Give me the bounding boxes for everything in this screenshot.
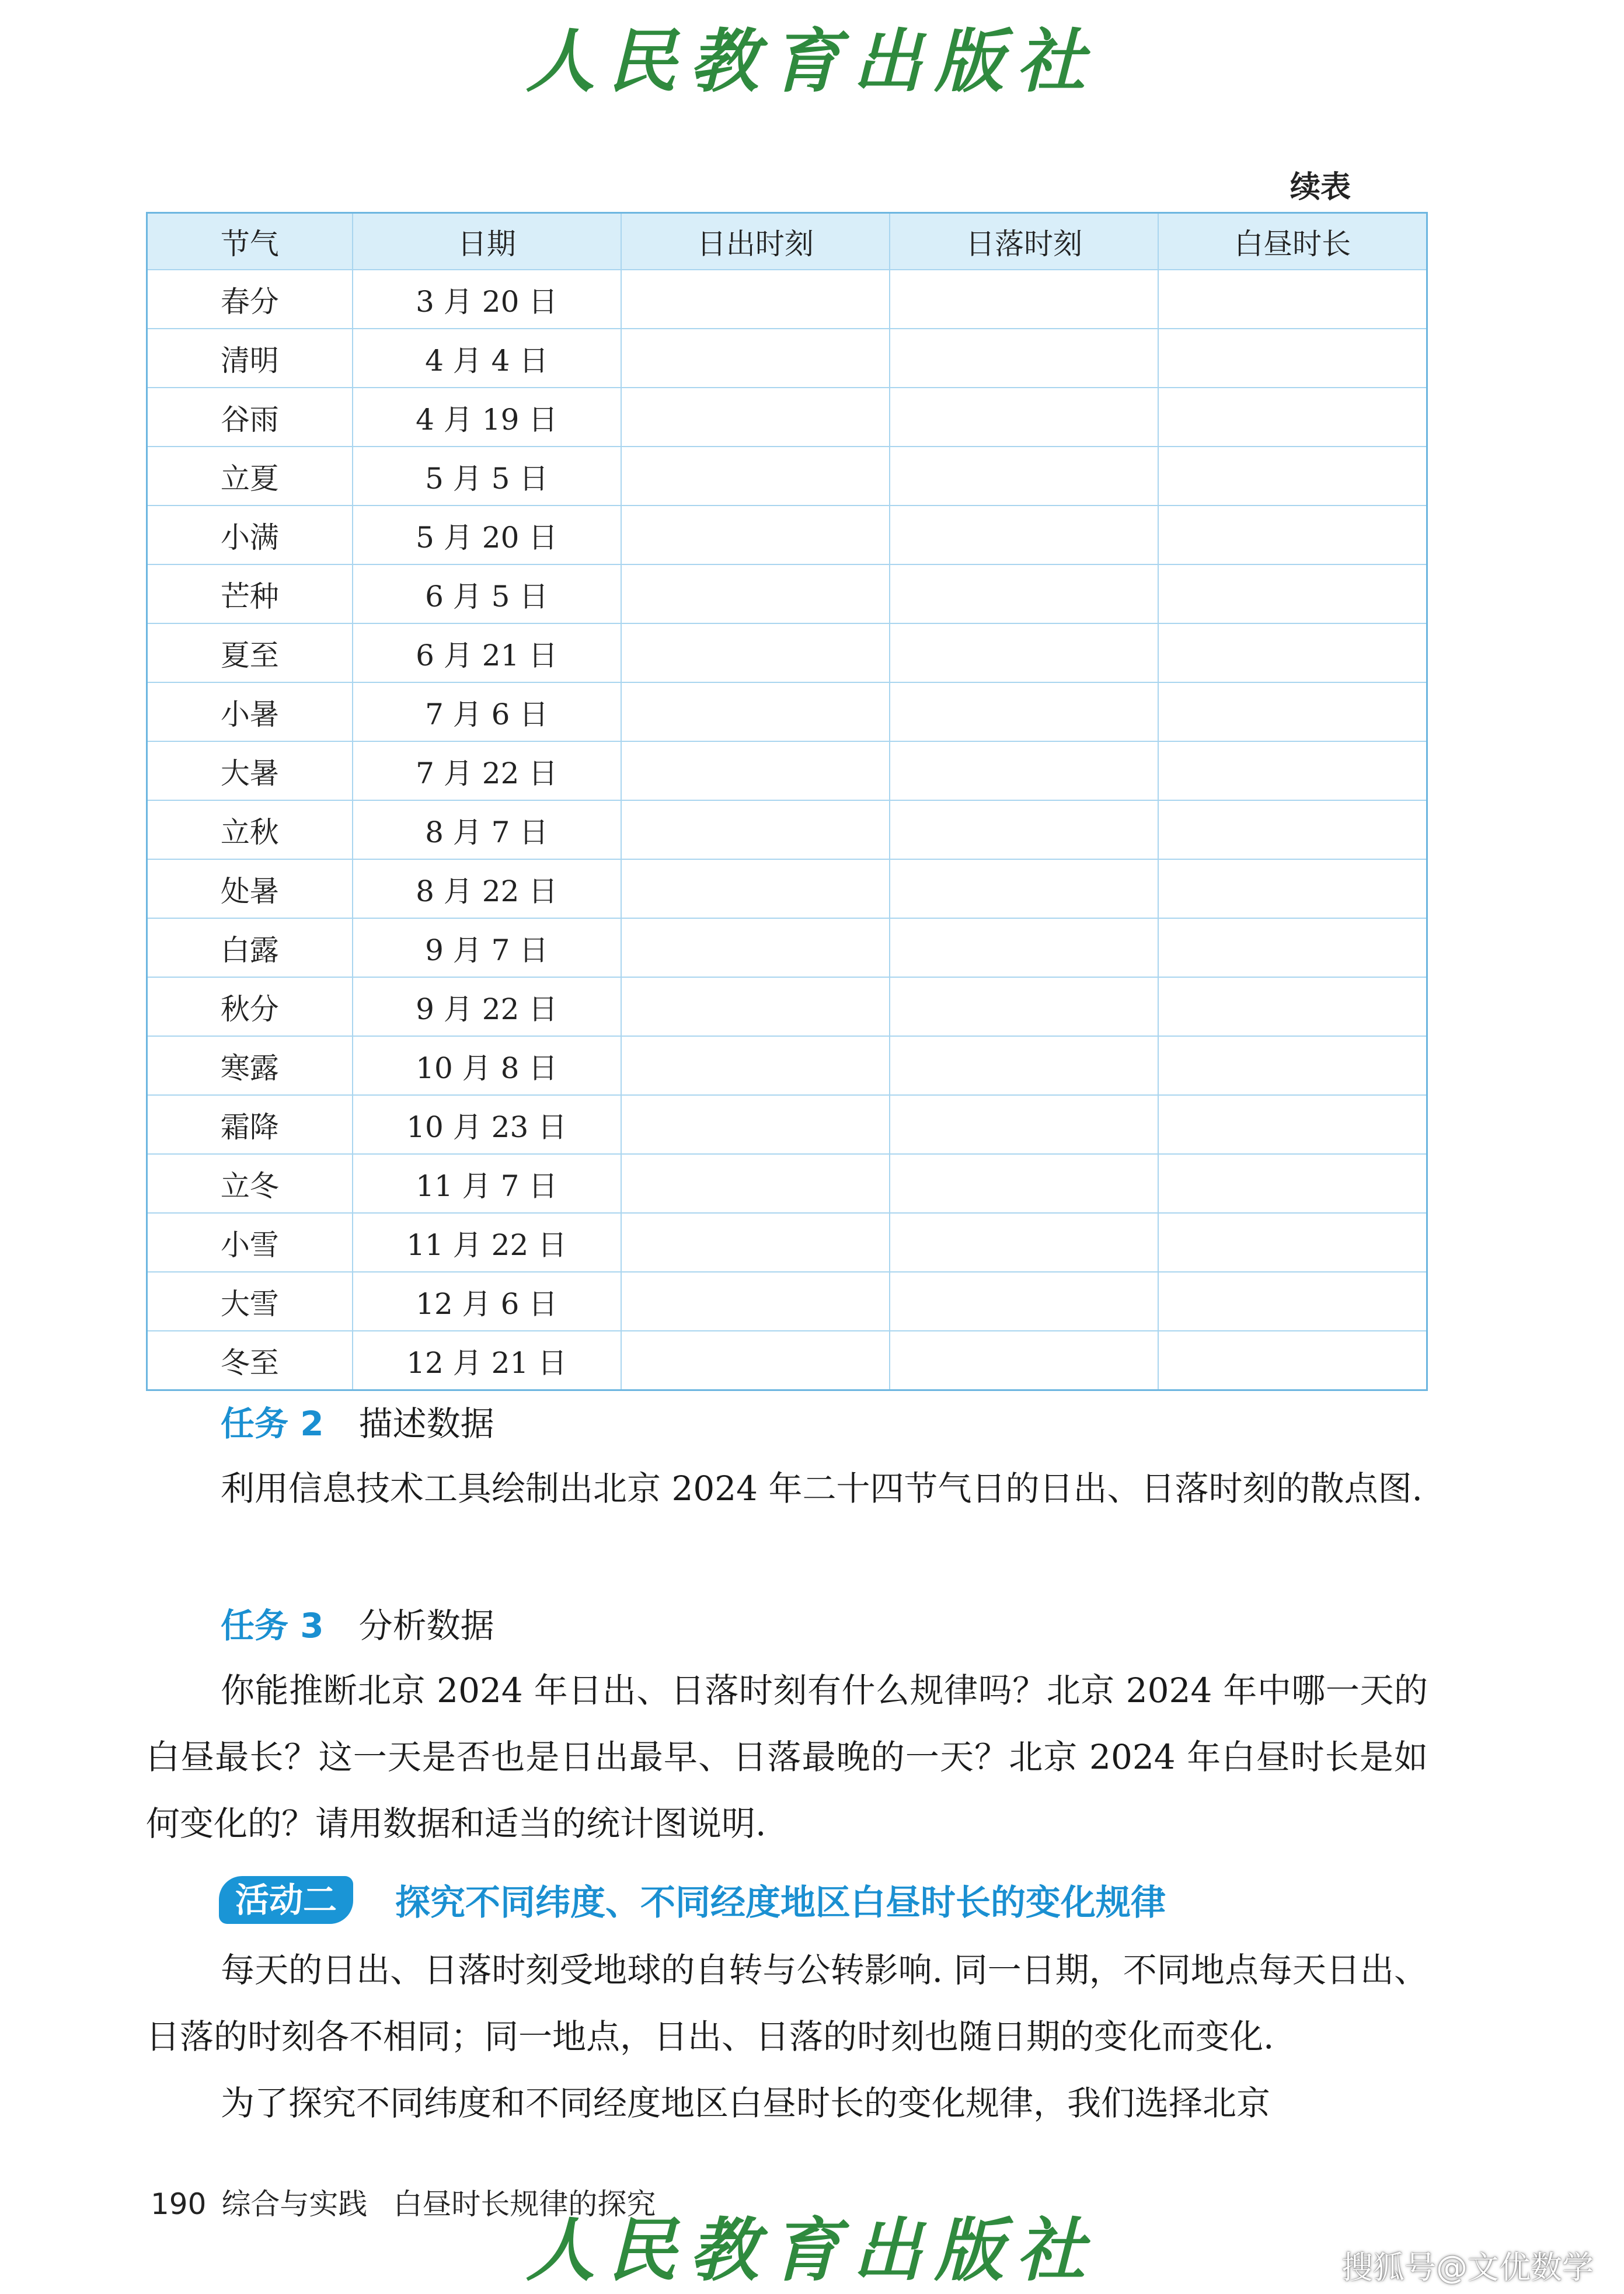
- task2-number: 任务 2: [221, 1404, 324, 1444]
- term-cell: 白露: [147, 918, 353, 977]
- sunset-cell: [890, 447, 1158, 505]
- daylight-cell: [1158, 859, 1427, 918]
- sunset-cell: [890, 329, 1158, 388]
- table-row: [147, 1036, 1427, 1095]
- footer-section: 综合与实践: [221, 2187, 368, 2221]
- sunrise-cell: [621, 1036, 890, 1095]
- sunrise-cell: [621, 682, 890, 741]
- date-cell: 4 月 4 日: [353, 329, 621, 388]
- daylight-cell: [1158, 1154, 1427, 1213]
- date-cell: 8 月 7 日: [353, 800, 621, 859]
- table-row: [147, 977, 1427, 1036]
- table-row: [147, 1154, 1427, 1213]
- sunrise-cell: [621, 1154, 890, 1213]
- term-cell: 清明: [147, 329, 353, 388]
- term-cell: 大暑: [147, 741, 353, 800]
- daylight-cell: [1158, 1213, 1427, 1272]
- table-row: [147, 741, 1427, 800]
- task3-body: 你能推断北京 2024 年日出、日落时刻有什么规律吗？北京 2024 年中哪一天的白昼最长？这一天是否也是日出最早、日落最晚的一天？北京 2024 年白昼时长是如何变化的？请用数据和适当的统计图说明.: [146, 1671, 1428, 1843]
- sunrise-cell: [621, 800, 890, 859]
- sunrise-cell: [621, 505, 890, 564]
- table-row: [147, 1095, 1427, 1154]
- table-row: [147, 388, 1427, 447]
- sunset-cell: [890, 388, 1158, 447]
- date-cell: 10 月 8 日: [353, 1036, 621, 1095]
- date-cell: 7 月 22 日: [353, 741, 621, 800]
- task3-number: 任务 3: [221, 1606, 324, 1645]
- sunset-cell: [890, 682, 1158, 741]
- daylight-cell: [1158, 800, 1427, 859]
- watermark: 搜狐号@文优数学: [1341, 2249, 1594, 2286]
- paragraph-1: 每天的日出、日落时刻受地球的自转与公转影响. 同一日期，不同地点每天日出、日落的时刻各不相同；同一地点，日出、日落的时刻也随日期的变化而变化.: [146, 1950, 1428, 2056]
- table-row: [147, 1331, 1427, 1390]
- header-date: 日期: [353, 213, 621, 270]
- date-cell: 3 月 20 日: [353, 270, 621, 329]
- table-row: [147, 918, 1427, 977]
- sunset-cell: [890, 741, 1158, 800]
- sunset-cell: [890, 623, 1158, 682]
- date-cell: 4 月 19 日: [353, 388, 621, 447]
- table-row: [147, 682, 1427, 741]
- sunrise-cell: [621, 1331, 890, 1390]
- table-header-row: [147, 213, 1427, 270]
- solar-terms-table: [146, 212, 1428, 1391]
- date-cell: 8 月 22 日: [353, 859, 621, 918]
- activity2-heading: [219, 1875, 1166, 1925]
- table-row: [147, 329, 1427, 388]
- header-sunset: 日落时刻: [890, 213, 1158, 270]
- table-body: [147, 270, 1427, 1390]
- term-cell: 寒露: [147, 1036, 353, 1095]
- table-row: [147, 564, 1427, 623]
- activity2-title: 探究不同纬度、不同经度地区白昼时长的变化规律: [395, 1882, 1166, 1923]
- task2-heading: [221, 1396, 494, 1445]
- sunrise-cell: [621, 859, 890, 918]
- sunrise-cell: [621, 329, 890, 388]
- daylight-cell: [1158, 447, 1427, 505]
- table-row: [147, 623, 1427, 682]
- daylight-cell: [1158, 270, 1427, 329]
- term-cell: 芒种: [147, 564, 353, 623]
- sunset-cell: [890, 1095, 1158, 1154]
- sunrise-cell: [621, 447, 890, 505]
- date-cell: 5 月 5 日: [353, 447, 621, 505]
- task3-title: 分析数据: [358, 1606, 494, 1645]
- sunrise-cell: [621, 1272, 890, 1331]
- sunrise-cell: [621, 741, 890, 800]
- term-cell: 谷雨: [147, 388, 353, 447]
- sunset-cell: [890, 270, 1158, 329]
- term-cell: 小满: [147, 505, 353, 564]
- sunrise-cell: [621, 918, 890, 977]
- daylight-cell: [1158, 741, 1427, 800]
- date-cell: 12 月 21 日: [353, 1331, 621, 1390]
- term-cell: 秋分: [147, 977, 353, 1036]
- daylight-cell: [1158, 1095, 1427, 1154]
- sunrise-cell: [621, 977, 890, 1036]
- publisher-logo-bottom: 人民教育出版社: [525, 2209, 1098, 2290]
- table-row: [147, 1213, 1427, 1272]
- header-sunrise: 日出时刻: [621, 213, 890, 270]
- daylight-cell: [1158, 388, 1427, 447]
- sunset-cell: [890, 1036, 1158, 1095]
- table-row: [147, 447, 1427, 505]
- date-cell: 7 月 6 日: [353, 682, 621, 741]
- term-cell: 小暑: [147, 682, 353, 741]
- date-cell: 12 月 6 日: [353, 1272, 621, 1331]
- task2-body: 利用信息技术工具绘制出北京 2024 年二十四节气日的日出、日落时刻的散点图.: [221, 1469, 1423, 1508]
- sunset-cell: [890, 564, 1158, 623]
- page-number: 190: [151, 2187, 207, 2221]
- term-cell: 大雪: [147, 1272, 353, 1331]
- term-cell: 霜降: [147, 1095, 353, 1154]
- table-row: [147, 1272, 1427, 1331]
- activity2-badge: 活动二: [219, 1876, 353, 1924]
- header-daylight: 白昼时长: [1158, 213, 1427, 270]
- sunset-cell: [890, 800, 1158, 859]
- sunset-cell: [890, 1272, 1158, 1331]
- date-cell: 6 月 21 日: [353, 623, 621, 682]
- sunrise-cell: [621, 1095, 890, 1154]
- paragraph-2: 为了探究不同纬度和不同经度地区白昼时长的变化规律，我们选择北京: [221, 2083, 1271, 2123]
- sunset-cell: [890, 1213, 1158, 1272]
- term-cell: 立冬: [147, 1154, 353, 1213]
- sunset-cell: [890, 1331, 1158, 1390]
- daylight-cell: [1158, 623, 1427, 682]
- daylight-cell: [1158, 1272, 1427, 1331]
- daylight-cell: [1158, 1331, 1427, 1390]
- daylight-cell: [1158, 564, 1427, 623]
- daylight-cell: [1158, 682, 1427, 741]
- table-row: [147, 859, 1427, 918]
- date-cell: 9 月 7 日: [353, 918, 621, 977]
- table-row: [147, 505, 1427, 564]
- footer-topic: 白昼时长规律的探究: [393, 2187, 656, 2221]
- sunset-cell: [890, 859, 1158, 918]
- term-cell: 小雪: [147, 1213, 353, 1272]
- daylight-cell: [1158, 918, 1427, 977]
- daylight-cell: [1158, 505, 1427, 564]
- term-cell: 冬至: [147, 1331, 353, 1390]
- sunset-cell: [890, 505, 1158, 564]
- date-cell: 9 月 22 日: [353, 977, 621, 1036]
- sunset-cell: [890, 1154, 1158, 1213]
- daylight-cell: [1158, 1036, 1427, 1095]
- sunset-cell: [890, 977, 1158, 1036]
- sunrise-cell: [621, 388, 890, 447]
- date-cell: 11 月 22 日: [353, 1213, 621, 1272]
- date-cell: 10 月 23 日: [353, 1095, 621, 1154]
- sunrise-cell: [621, 270, 890, 329]
- term-cell: 春分: [147, 270, 353, 329]
- term-cell: 立秋: [147, 800, 353, 859]
- date-cell: 6 月 5 日: [353, 564, 621, 623]
- table-caption: 续表: [1290, 170, 1351, 205]
- table-row: [147, 800, 1427, 859]
- date-cell: 11 月 7 日: [353, 1154, 621, 1213]
- term-cell: 夏至: [147, 623, 353, 682]
- term-cell: 处暑: [147, 859, 353, 918]
- date-cell: 5 月 20 日: [353, 505, 621, 564]
- sunrise-cell: [621, 623, 890, 682]
- term-cell: 立夏: [147, 447, 353, 505]
- sunrise-cell: [621, 1213, 890, 1272]
- sunset-cell: [890, 918, 1158, 977]
- daylight-cell: [1158, 329, 1427, 388]
- sunrise-cell: [621, 564, 890, 623]
- task2-title: 描述数据: [358, 1404, 494, 1444]
- table-row: [147, 270, 1427, 329]
- task3-heading: [221, 1598, 494, 1647]
- daylight-cell: [1158, 977, 1427, 1036]
- header-term: 节气: [147, 213, 353, 270]
- publisher-logo-top: 人民教育出版社: [525, 20, 1098, 102]
